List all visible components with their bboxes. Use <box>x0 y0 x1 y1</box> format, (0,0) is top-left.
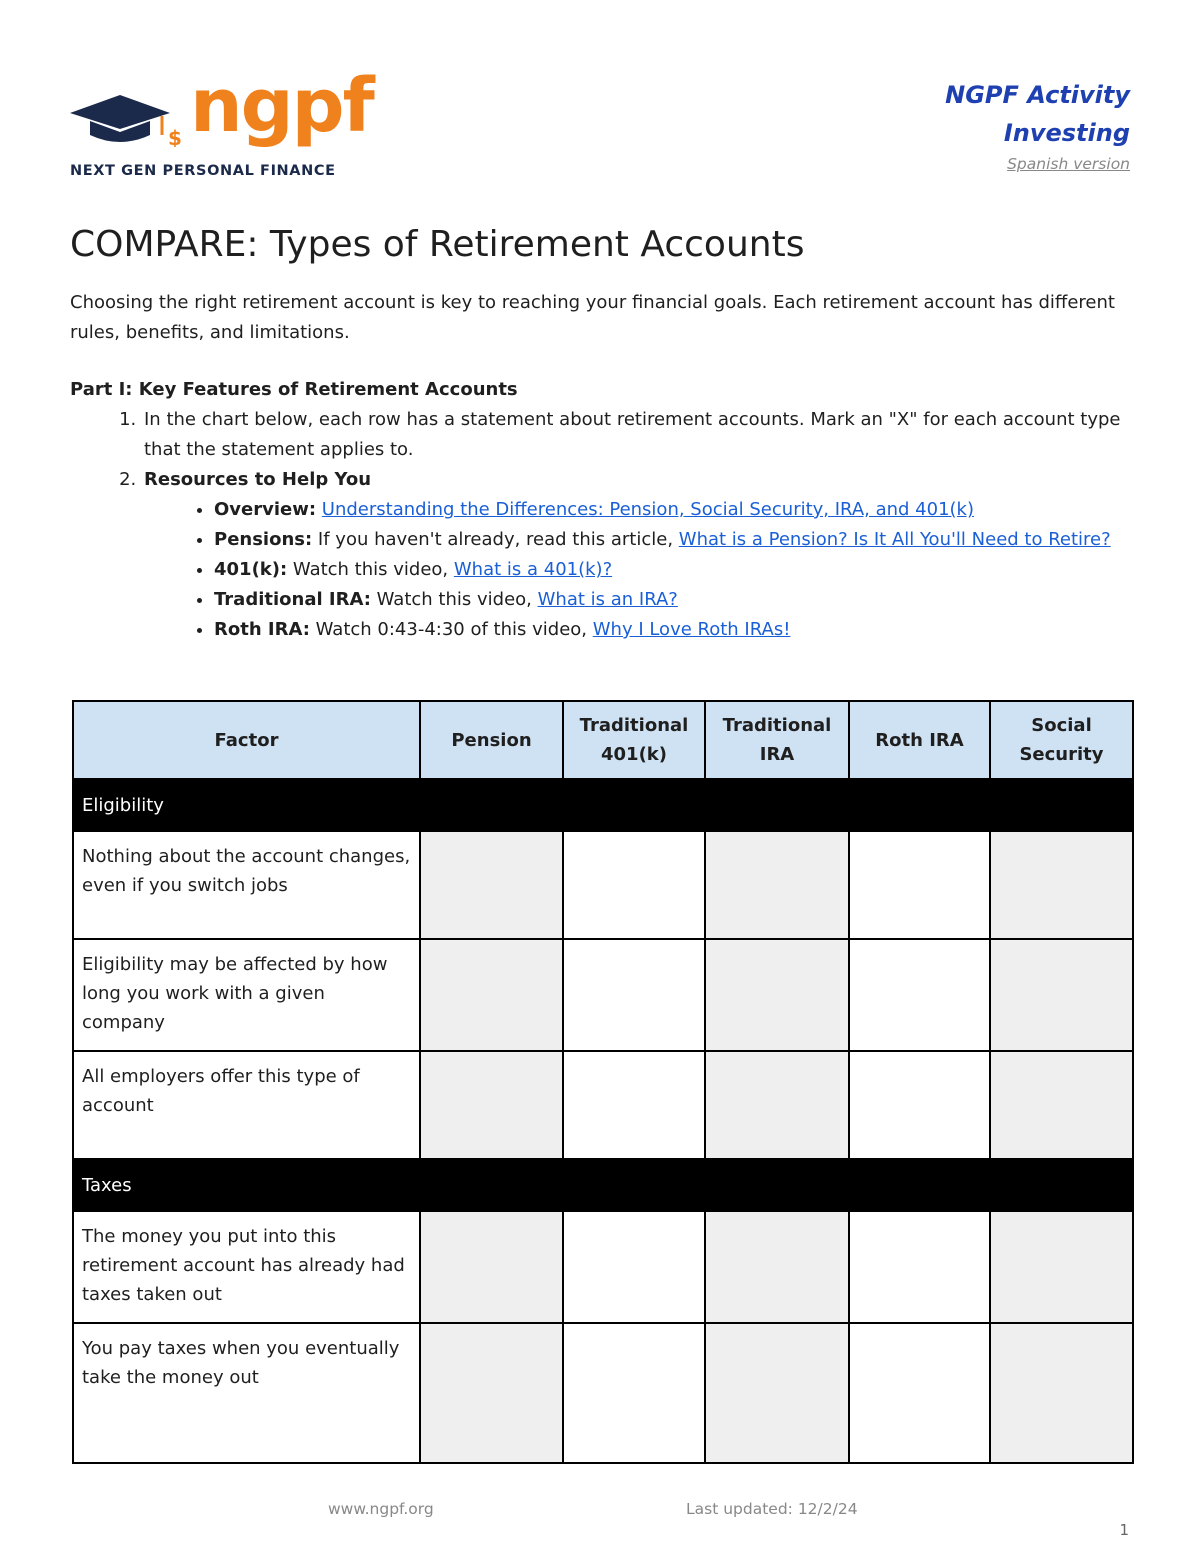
answer-cell[interactable] <box>420 1323 563 1463</box>
activity-type: NGPF Activity <box>945 81 1130 109</box>
column-header: Traditional 401(k) <box>563 701 705 779</box>
answer-cell[interactable] <box>563 1323 705 1463</box>
graduation-cap-icon <box>70 95 182 147</box>
answer-cell[interactable] <box>990 1323 1133 1463</box>
resource-label: Pensions: <box>214 529 313 550</box>
section-row <box>73 1159 1133 1211</box>
section-title: Eligibility <box>73 779 1133 831</box>
page-title: COMPARE: Types of Retirement Accounts <box>70 224 805 265</box>
resource-item <box>214 585 1130 615</box>
resource-link-pensions[interactable]: What is a Pension? Is It All You'll Need to Retire? <box>678 529 1111 550</box>
answer-cell[interactable] <box>705 831 849 939</box>
answer-cell[interactable] <box>420 1051 563 1159</box>
answer-cell[interactable] <box>990 1211 1133 1323</box>
answer-cell[interactable] <box>849 831 990 939</box>
logo-wordmark: ngpf <box>190 63 373 149</box>
comparison-table <box>72 700 1134 1464</box>
activity-topic: Investing <box>1003 119 1130 147</box>
column-header: Roth IRA <box>849 701 990 779</box>
section-row <box>73 779 1133 831</box>
resource-link-traditional-ira[interactable]: What is an IRA? <box>537 589 678 610</box>
factor-cell: The money you put into this retirement account has already had taxes taken out <box>73 1211 420 1323</box>
resource-label: Traditional IRA: <box>214 589 371 610</box>
column-header: Factor <box>73 701 420 779</box>
factor-cell: Nothing about the account changes, even if you switch jobs <box>73 831 420 939</box>
table-row <box>73 1323 1133 1463</box>
resource-item <box>214 615 1130 645</box>
answer-cell[interactable] <box>563 939 705 1051</box>
step-2-title: Resources to Help You <box>144 469 372 490</box>
svg-text:$: $ <box>168 126 182 147</box>
ngpf-logo <box>70 63 373 185</box>
answer-cell[interactable] <box>705 939 849 1051</box>
step-2 <box>142 465 1130 645</box>
resource-item <box>214 495 1130 525</box>
resource-text: Watch this video, <box>370 589 538 610</box>
factor-cell: You pay taxes when you eventually take the money out <box>73 1323 420 1463</box>
table-row <box>73 1051 1133 1159</box>
spanish-version-link[interactable]: Spanish version <box>1007 155 1130 173</box>
column-header: Traditional IRA <box>705 701 849 779</box>
resources-list <box>144 495 1130 645</box>
answer-cell[interactable] <box>990 831 1133 939</box>
resource-label: 401(k): <box>214 559 288 580</box>
answer-cell[interactable] <box>990 1051 1133 1159</box>
table-row <box>73 939 1133 1051</box>
answer-cell[interactable] <box>990 939 1133 1051</box>
answer-cell[interactable] <box>849 1323 990 1463</box>
answer-cell[interactable] <box>563 1051 705 1159</box>
footer-last-updated: Last updated: 12/2/24 <box>686 1500 858 1518</box>
step-1: 1. In the chart below, each row has a statement about retirement accounts. Mark an "X" for each account type that the statement applies to. <box>142 405 1130 465</box>
resource-text: If you haven't already, read this article, <box>312 529 679 550</box>
resource-text: Watch this video, <box>287 559 454 580</box>
table-row <box>73 831 1133 939</box>
footer-url[interactable]: www.ngpf.org <box>328 1500 434 1518</box>
resource-item <box>214 525 1130 555</box>
answer-cell[interactable] <box>705 1051 849 1159</box>
column-header: Pension <box>420 701 563 779</box>
intro-paragraph: Choosing the right retirement account is key to reaching your financial goals. Each retirement account has different rules, benefits, and limitations. <box>70 292 1115 343</box>
part-1-section <box>70 375 1130 645</box>
table-header-row <box>73 701 1133 779</box>
answer-cell[interactable] <box>563 831 705 939</box>
resource-link-overview[interactable]: Understanding the Differences: Pension, Social Security, IRA, and 401(k) <box>321 499 974 520</box>
logo-subtitle: NEXT GEN PERSONAL FINANCE <box>70 163 336 179</box>
activity-label <box>945 76 1130 176</box>
page-number: 1 <box>1119 1521 1129 1539</box>
answer-cell[interactable] <box>420 831 563 939</box>
instructions-list <box>70 405 1130 645</box>
answer-cell[interactable] <box>705 1323 849 1463</box>
answer-cell[interactable] <box>420 1211 563 1323</box>
column-header: Social Security <box>990 701 1133 779</box>
part-1-title: Part I: Key Features of Retirement Accounts <box>70 379 518 400</box>
answer-cell[interactable] <box>849 1051 990 1159</box>
resource-link-401k[interactable]: What is a 401(k)? <box>453 559 613 580</box>
resource-text: Watch 0:43-4:30 of this video, <box>309 619 593 640</box>
answer-cell[interactable] <box>849 939 990 1051</box>
answer-cell[interactable] <box>563 1211 705 1323</box>
section-title: Taxes <box>73 1159 1133 1211</box>
resource-label: Overview: <box>214 499 317 520</box>
answer-cell[interactable] <box>420 939 563 1051</box>
factor-cell: Eligibility may be affected by how long you work with a given company <box>73 939 420 1051</box>
factor-cell: All employers offer this type of account <box>73 1051 420 1159</box>
answer-cell[interactable] <box>849 1211 990 1323</box>
resource-item <box>214 555 1130 585</box>
answer-cell[interactable] <box>705 1211 849 1323</box>
table-row <box>73 1211 1133 1323</box>
resource-link-roth-ira[interactable]: Why I Love Roth IRAs! <box>592 619 791 640</box>
resource-label: Roth IRA: <box>214 619 310 640</box>
